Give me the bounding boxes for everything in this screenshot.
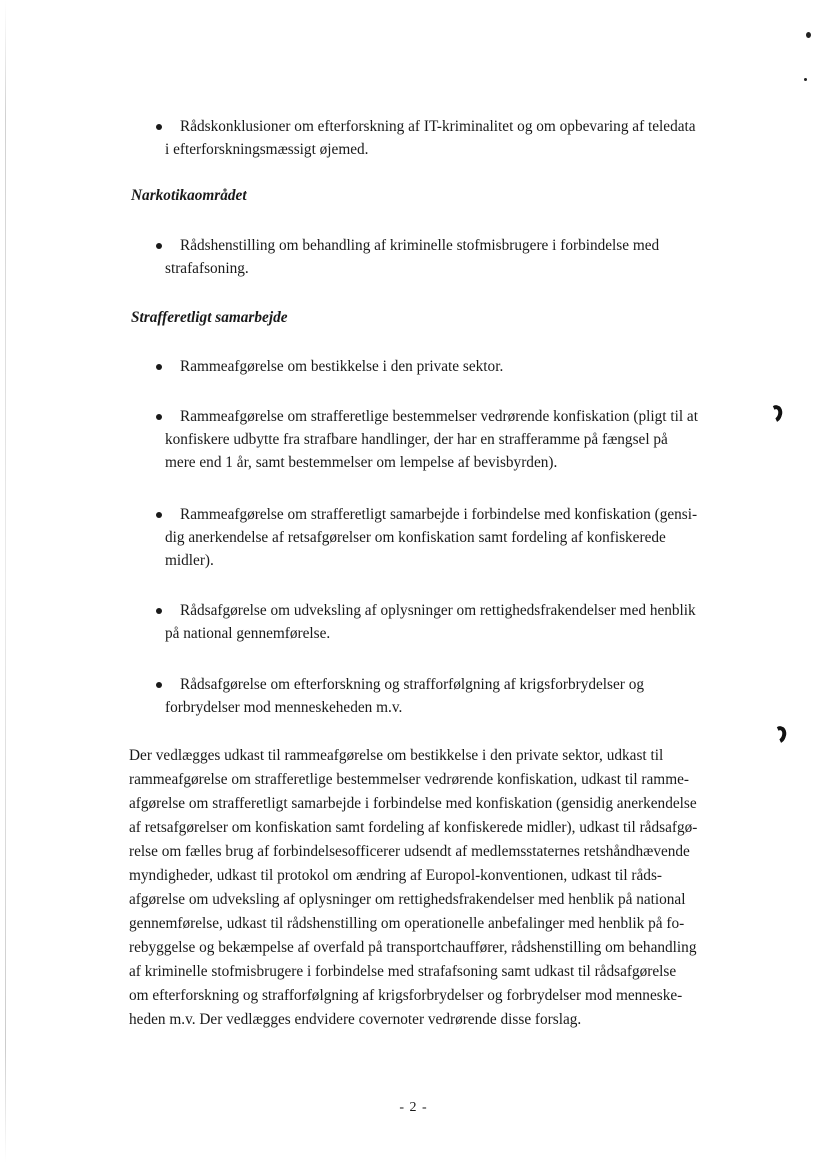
page-number: - 2 -: [399, 1100, 428, 1115]
paragraph-line: rebyggelse og bekæmpelse af overfald på transportchauffører, rådshenstilling om behandling: [129, 939, 697, 956]
scan-speck: [804, 78, 807, 81]
bullet-line: dig anerkendelse af retsafgørelser om konfiskation samt fordeling af konfiskerede: [165, 529, 666, 546]
list-item: [150, 405, 760, 474]
bullet-line: midler).: [165, 552, 214, 569]
bullet-icon: [156, 124, 162, 130]
bullet-icon: [156, 414, 162, 420]
bullet-line: Rammeafgørelse om strafferetligt samarbejde i forbindelse med konfiskation (gensi-: [180, 506, 698, 523]
bullet-line: Rådskonklusioner om efterforskning af IT-kriminalitet og om opbevaring af teledata: [180, 118, 696, 135]
scan-edge-artifact: [5, 0, 6, 1163]
bullet-line: strafafsoning.: [165, 260, 249, 277]
bullet-line: forbrydelser mod menneskeheden m.v.: [165, 699, 403, 716]
bullet-line: Rådsafgørelse om efterforskning og strafforfølgning af krigsforbrydelser og: [180, 676, 645, 693]
bullet-line: mere end 1 år, samt bestemmelser om lempelse af bevisbyrden).: [165, 454, 558, 471]
paragraph-line: om efterforskning og strafforfølgning af krigsforbrydelser og forbrydelser mod menneske-: [129, 987, 683, 1004]
punch-hole-mark: [768, 405, 784, 425]
bullet-line: konfiskere udbytte fra strafbare handlinger, der har en strafferamme på fængsel på: [165, 431, 668, 448]
closing-paragraph: [129, 744, 759, 1032]
section-heading-strafferet: Strafferetligt samarbejde: [131, 309, 288, 326]
bullet-line: Rådsafgørelse om udveksling af oplysninger om rettighedsfrakendelser med henblik: [180, 602, 696, 619]
bullet-line: i efterforskningsmæssigt øjemed.: [165, 141, 369, 158]
bullet-icon: [156, 512, 162, 518]
list-item: [150, 503, 760, 572]
paragraph-line: rammeafgørelse om strafferetlige bestemmelser vedrørende konfiskation, udkast til ramme-: [129, 771, 689, 788]
bullet-line: Rammeafgørelse om strafferetlige bestemmelser vedrørende konfiskation (pligt til at: [180, 408, 698, 425]
bullet-line: på national gennemførelse.: [165, 625, 331, 642]
scan-speck: [806, 32, 811, 38]
paragraph-line: myndigheder, udkast til protokol om ændring af Europol-konventionen, udkast til råds-: [129, 867, 662, 884]
list-item: [150, 673, 760, 719]
list-item: [150, 599, 760, 645]
paragraph-line: heden m.v. Der vedlægges endvidere covernoter vedrørende disse forslag.: [129, 1011, 582, 1028]
paragraph-line: af retsafgørelser om konfiskation samt fordeling af konfiskerede midler), udkast til rådsafgø-: [129, 819, 698, 836]
section-heading-narkotika: Narkotikaområdet: [131, 187, 247, 204]
bullet-line: Rådshenstilling om behandling af kriminelle stofmisbrugere i forbindelse med: [180, 237, 660, 254]
paragraph-line: gennemførelse, udkast til rådshenstilling om operationelle anbefalinger med henblik på fo-: [129, 915, 685, 932]
paragraph-line: afgørelse om strafferetligt samarbejde i forbindelse med konfiskation (gensidig anerkendelse: [129, 795, 697, 812]
list-item: [150, 234, 760, 280]
bullet-line: Rammeafgørelse om bestikkelse i den private sektor.: [180, 358, 504, 375]
bullet-icon: [156, 243, 162, 249]
bullet-icon: [156, 608, 162, 614]
punch-hole-mark: [772, 726, 788, 746]
bullet-icon: [156, 364, 162, 370]
paragraph-line: relse om fælles brug af forbindelsesofficerer udsendt af medlemsstaternes retshåndhævende: [129, 843, 690, 860]
paragraph-line: af kriminelle stofmisbrugere i forbindelse med strafafsoning samt udkast til rådsafgørelse: [129, 963, 677, 980]
paragraph-line: afgørelse om udveksling af oplysninger om rettighedsfrakendelser med henblik på national: [129, 891, 686, 908]
list-item: [150, 115, 760, 161]
bullet-icon: [156, 682, 162, 688]
list-item: [150, 355, 760, 378]
paragraph-line: Der vedlægges udkast til rammeafgørelse om bestikkelse i den private sektor, udkast til: [129, 747, 664, 764]
